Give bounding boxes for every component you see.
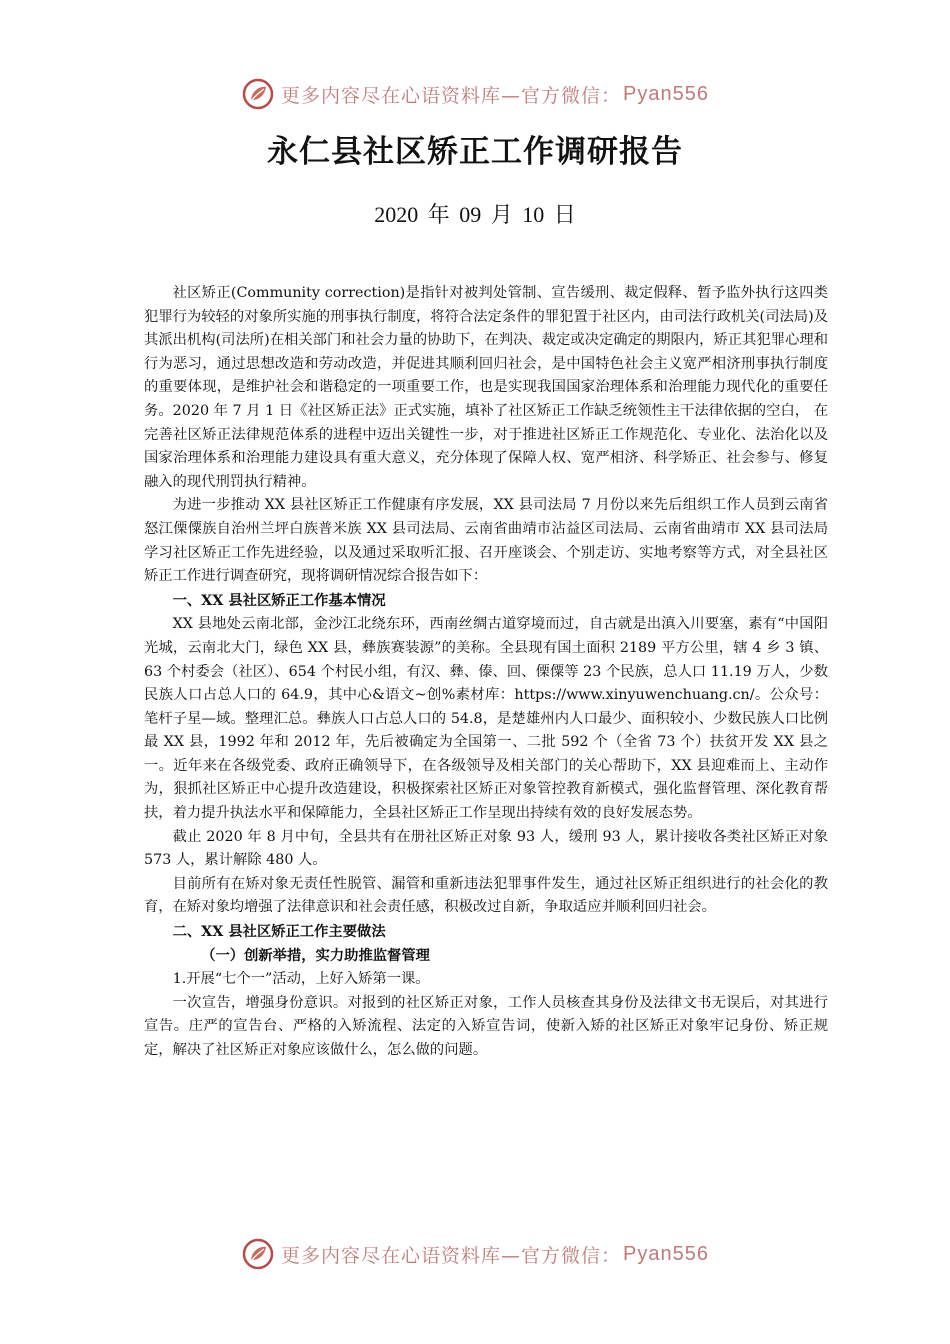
- section-heading-2: 二、XX 县社区矫正工作主要做法: [172, 924, 386, 941]
- watermark-text: 更多内容尽在心语资料库—官方微信：: [281, 84, 622, 107]
- watermark-handle: Pyan556: [623, 1242, 709, 1265]
- watermark-text: 更多内容尽在心语资料库—官方微信：: [281, 1244, 622, 1267]
- paragraph-county-overview: XX 县地处云南北部，金沙江北绕东环，西南丝绸古道穿境而过，自古就是出滇入川要塞，素有“中国阳光城，云南北大门，绿色 XX 县，彝族赛装源”的美称。全县现有国土面积 2189 平方公里，辖 4 乡 3 镇、63 个村委会（社区）、654 个村民小组，有汉、彝、傣、回、傈僳等 23 个民族，总人口 11.19 万人，少数民族人口占总人口的 64.9，其中心&语文~创%素材库：https://www.xinyuwenchuang.cn/。公众号：笔杆子星—域。整理汇总。彝族人口占总人口的 54.8，是楚雄州内人口最少、面积较小、少数民族人口比例最 XX 县，1992 年和 2012 年，先后被确定为全国第一、二批 592 个（全省 73 个）扶贫开发 XX 县之一。近年来在各级党委、政府正确领导下，在各级领导及相关部门的关心帮助下，XX 县迎难而上、主动作为，狠抓社区矫正中心提升改造建设，积极探索社区矫正对象管控教育新模式，强化监督管理、深化教育帮扶，着力提升执法水平和保障能力，全县社区矫正工作呈现出持续有效的良好发展态势。: [144, 616, 828, 822]
- watermark-handle: Pyan556: [623, 82, 709, 105]
- leaf-logo-icon: [241, 1237, 275, 1271]
- paragraph-research: 为进一步推动 XX 县社区矫正工作健康有序发展，XX 县司法局 7 月份以来先后组织工作人员到云南省怒江傈僳族自治州兰坪白族普米族 XX 县司法局、云南省曲靖市沾益区司法局、云南省曲靖市 XX 县司法局学习社区矫正工作先进经验，以及通过采取听汇报、召开座谈会、个别走访、实地考察等方式，对全县社区矫正工作进行调查研究，现将调研情况综合报告如下：: [144, 497, 828, 585]
- paragraph-intro: 社区矫正(Community correction)是指针对被判处管制、宣告缓刑、裁定假释、暂予监外执行这四类犯罪行为较轻的对象所实施的刑事执行制度，将符合法定条件的罪犯置于社区内，由司法行政机关(司法局)及其派出机构(司法所)在相关部门和社会力量的协助下，在判决、裁定或决定确定的期限内，矫正其犯罪心理和行为恶习，通过思想改造和劳动改造，并促进其顺利回归社会，是中国特色社会主义宽严相济刑事执行制度的重要体现，是维护社会和谐稳定的一项重要工作，也是实现我国国家治理体系和治理能力现代化的重要任务。2020 年 7 月 1 日《社区矫正法》正式实施，填补了社区矫正工作缺乏统领性主干法律依据的空白， 在完善社区矫正法律规范体系的进程中迈出关键性一步，对于推进社区矫正工作规范化、专业化、法治化以及国家治理体系和治理能力建设具有重大意义，充分体现了保障人权、宽严相济、科学矫正、社会参与、修复融入的现代刑罚执行精神。: [144, 285, 828, 490]
- list-item-1: 1.开展“七个一”活动，上好入矫第一课。: [172, 971, 430, 988]
- section-heading-1: 一、XX 县社区矫正工作基本情况: [172, 592, 386, 609]
- paragraph-statistics: 截止 2020 年 8 月中旬，全县共有在册社区矫正对象 93 人，缓刑 93 人，累计接收各类社区矫正对象 573 人，累计解除 480 人。: [144, 828, 828, 869]
- document-body: [144, 282, 828, 1063]
- paragraph-announcement: 一次宣告，增强身份意识。对报到的社区矫正对象，工作人员核查其身份及法律文书无误后，对其进行宣告。庄严的宣告台、严格的入矫流程、法定的入矫宣告词，使新入矫的社区矫正对象牢记身份、矫正规定，解决了社区矫正对象应该做什么，怎么做的问题。: [144, 994, 828, 1058]
- watermark-banner-top: [0, 72, 950, 116]
- document-date: 2020 年 09 月 10 日: [374, 202, 576, 227]
- watermark-banner-bottom: [0, 1232, 950, 1276]
- paragraph-current-status: 目前所有在矫对象无责任性脱管、漏管和重新违法犯罪事件发生，通过社区矫正组织进行的社会化的教育，在矫对象均增强了法律意识和社会责任感，积极改过自新，争取适应并顺利回归社会。: [144, 875, 828, 916]
- leaf-logo-icon: [241, 77, 275, 111]
- subsection-heading-1: （一）创新举措，实力助推监督管理: [201, 947, 430, 964]
- document-title: 永仁县社区矫正工作调研报告: [267, 134, 683, 170]
